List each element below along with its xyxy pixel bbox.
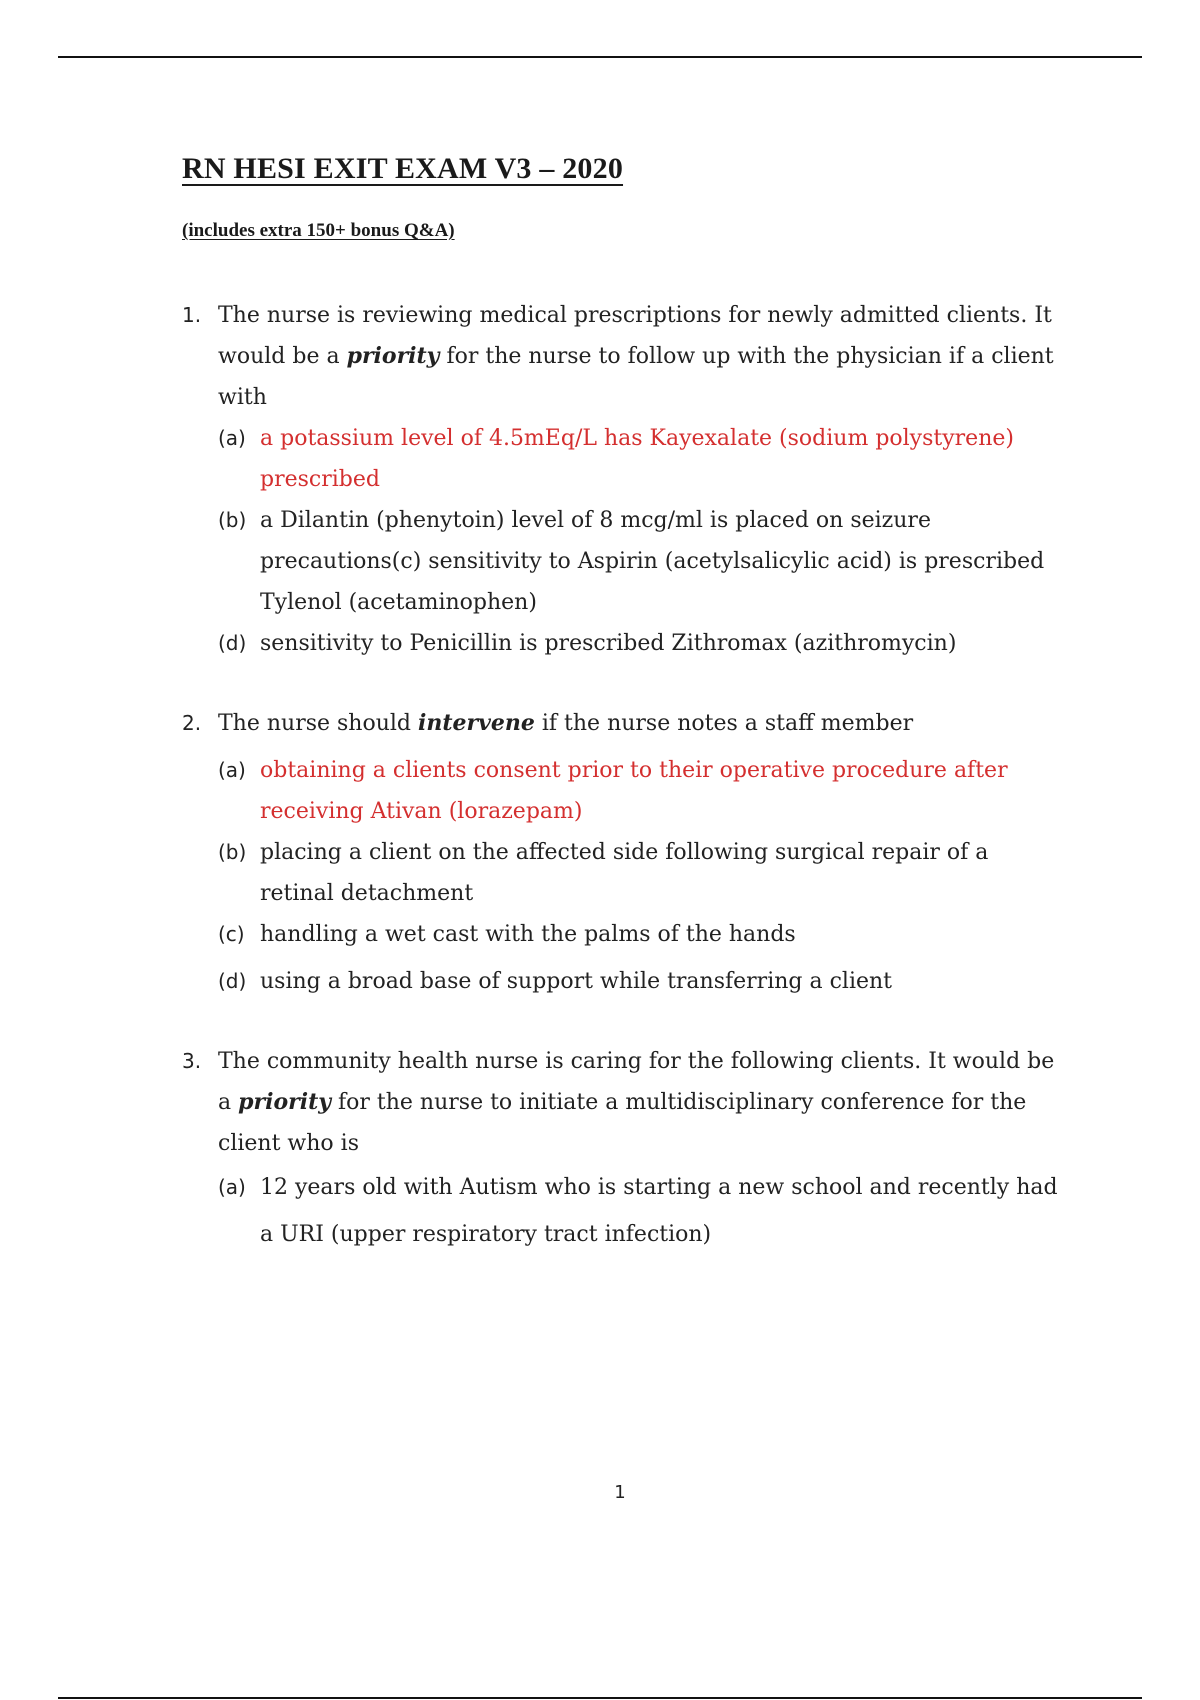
document-subtitle: (includes extra 150+ bonus Q&A) — [182, 220, 455, 241]
question-stem — [182, 1041, 1062, 1164]
stem-text-after: if the nurse notes a staff member — [534, 711, 914, 736]
stem-emphasis: intervene — [418, 710, 535, 736]
answer-option[interactable] — [218, 914, 1062, 955]
question-text — [218, 295, 1062, 418]
answer-option[interactable] — [218, 961, 1062, 1002]
question-number: 1. — [182, 303, 202, 327]
stem-text-after: for the nurse to follow up with the physician if a client with — [218, 344, 1054, 410]
question-stem — [182, 703, 1062, 744]
option-letter: (d) — [218, 631, 247, 655]
answer-option[interactable] — [218, 750, 1062, 832]
question-number: 2. — [182, 711, 202, 735]
page-number: 1 — [614, 1482, 626, 1503]
answer-option[interactable] — [218, 623, 1062, 664]
question-2 — [182, 703, 1062, 1002]
stem-text-before: The nurse should — [218, 711, 418, 736]
document-title: RN HESI EXIT EXAM V3 – 2020 — [182, 152, 624, 185]
option-text: sensitivity to Penicillin is prescribed Zithromax (azithromycin) — [260, 631, 957, 656]
option-text: 12 years old with Autism who is starting a new school and recently had a URI (upper respiratory tract infection) — [260, 1175, 1058, 1247]
question-1 — [182, 295, 1062, 664]
answer-option[interactable] — [218, 418, 1062, 500]
option-text: obtaining a clients consent prior to their operative procedure after receiving Ativan (lorazepam) — [260, 758, 1008, 824]
option-letter: (a) — [218, 758, 246, 782]
bottom-rule — [58, 1697, 1142, 1699]
stem-emphasis: priority — [238, 1089, 332, 1115]
top-rule — [58, 56, 1142, 58]
question-3 — [182, 1041, 1062, 1258]
question-text — [218, 703, 1062, 744]
question-text — [218, 1041, 1062, 1164]
option-letter: (a) — [218, 426, 246, 450]
question-number: 3. — [182, 1049, 202, 1073]
answer-option[interactable] — [218, 1164, 1062, 1258]
option-text: placing a client on the affected side following surgical repair of a retinal detachment — [260, 840, 989, 906]
option-letter: (b) — [218, 508, 247, 532]
stem-text-before: The community health nurse is caring for the following clients. It would be a — [218, 1049, 1055, 1115]
option-text: using a broad base of support while transferring a client — [260, 969, 893, 994]
option-text: a potassium level of 4.5mEq/L has Kayexalate (sodium polystyrene) prescribed — [260, 426, 1014, 492]
stem-emphasis: priority — [346, 343, 440, 369]
option-letter: (d) — [218, 969, 247, 993]
answer-option[interactable] — [218, 500, 1062, 623]
stem-text-after: for the nurse to initiate a multidisciplinary conference for the client who is — [218, 1090, 1027, 1156]
option-text: a Dilantin (phenytoin) level of 8 mcg/ml is placed on seizure precautions(c) sensitivity to Aspirin (acetylsalicylic acid) is prescribed Tylenol (acetaminophen) — [260, 508, 1045, 615]
answer-option[interactable] — [218, 832, 1062, 914]
option-letter: (a) — [218, 1175, 246, 1199]
question-stem — [182, 295, 1062, 418]
option-letter: (b) — [218, 840, 247, 864]
option-text: handling a wet cast with the palms of the hands — [260, 922, 796, 947]
stem-text-before: The nurse is reviewing medical prescriptions for newly admitted clients. It would be a — [218, 303, 1052, 369]
option-letter: (c) — [218, 922, 245, 946]
